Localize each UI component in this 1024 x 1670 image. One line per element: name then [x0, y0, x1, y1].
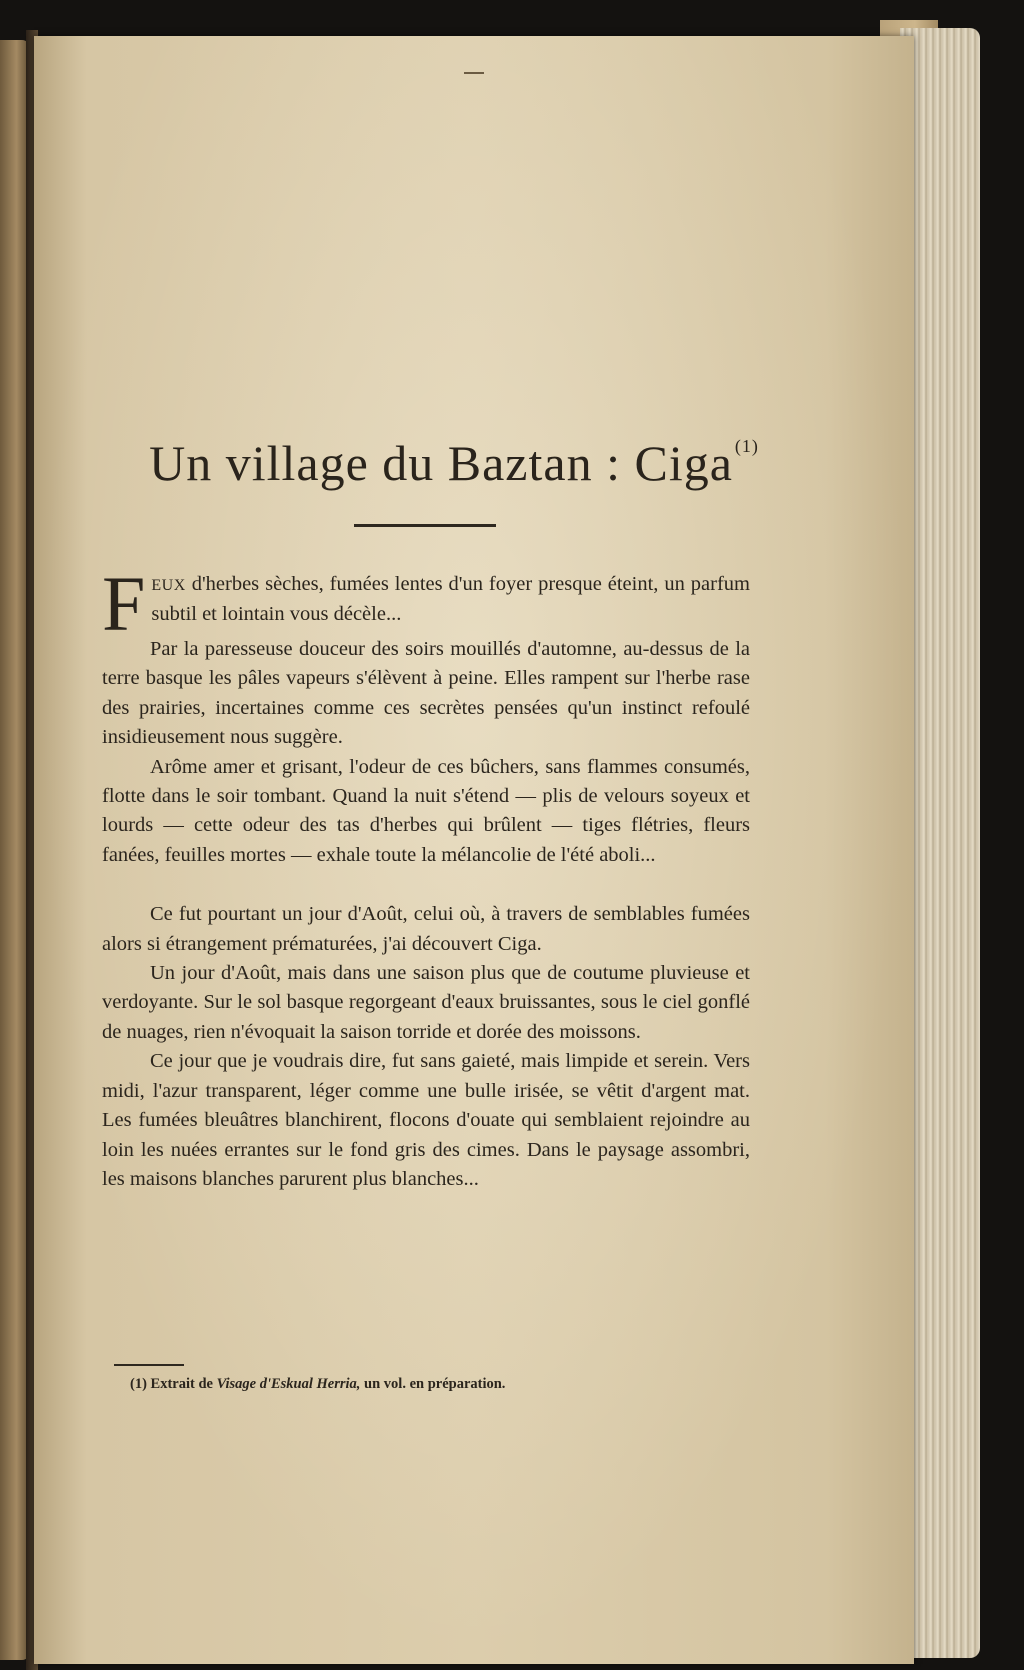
top-mark: [464, 72, 484, 74]
article-body: [102, 560, 750, 1194]
paragraph-4: Ce fut pourtant un jour d'Août, celui où, à travers de semblables fumées alors si étrangement prématurées, j'ai découvert Ciga.: [102, 903, 750, 955]
paragraph-1-text: d'herbes sèches, fumées lentes d'un foyer presque éteint, un parfum subtil et lointain vous décèle...: [151, 573, 750, 626]
paragraph-2: Par la paresseuse douceur des soirs mouillés d'automne, au-dessus de la terre basque les pâles vapeurs s'élèvent à peine. Elles rampent sur l'herbe rase des prairies, incertaines comme ces secrètes pensées qu'un instinct refoulé insidieusement nous suggère.: [102, 638, 750, 749]
footnote-work-title: Visage d'Eskual Herria,: [216, 1376, 361, 1392]
page-title: [94, 434, 814, 492]
footnote-suffix: un vol. en préparation.: [364, 1376, 506, 1392]
paragraph-6: Ce jour que je voudrais dire, fut sans gaieté, mais limpide et serein. Vers midi, l'azur transparent, léger comme une bulle irisée, se vêtit d'argent mat. Les fumées bleuâtres blanchirent, flocons d'ouate qui semblaient rejoindre au loin les nuées errantes sur le fond gris des cimes. Dans le paysage assombri, les maisons blanches parurent plus blanches...: [102, 1050, 750, 1190]
paragraph-1: [102, 560, 750, 647]
footnote-prefix: Extrait de: [150, 1376, 213, 1392]
drop-cap: F: [102, 560, 146, 647]
first-word-smallcaps: EUX: [151, 577, 186, 594]
title-footnote-marker: (1): [734, 436, 759, 456]
footnote-divider: [114, 1364, 184, 1366]
section-break: [102, 870, 750, 900]
title-divider: [354, 524, 496, 527]
book-page: [34, 36, 914, 1664]
paragraph-3: Arôme amer et grisant, l'odeur de ces bûchers, sans flammes consumés, flotte dans le soir tombant. Quand la nuit s'étend — plis de velours soyeux et lourds — cette odeur des tas d'herbes qui brûlent — tiges flétries, fleurs fanées, feuilles mortes — exhale toute la mélancolie de l'été aboli...: [102, 755, 750, 866]
footnote: [130, 1376, 750, 1393]
paragraph-5: Un jour d'Août, mais dans une saison plus que de coutume pluvieuse et verdoyante. Sur le sol basque regorgeant d'eaux bruissantes, sous le ciel gonflé de nuages, rien n'évoquait la saison torride et dorée des moissons.: [102, 962, 750, 1043]
title-text: Un village du Baztan : Ciga: [149, 435, 733, 491]
footnote-marker: (1): [130, 1376, 147, 1392]
